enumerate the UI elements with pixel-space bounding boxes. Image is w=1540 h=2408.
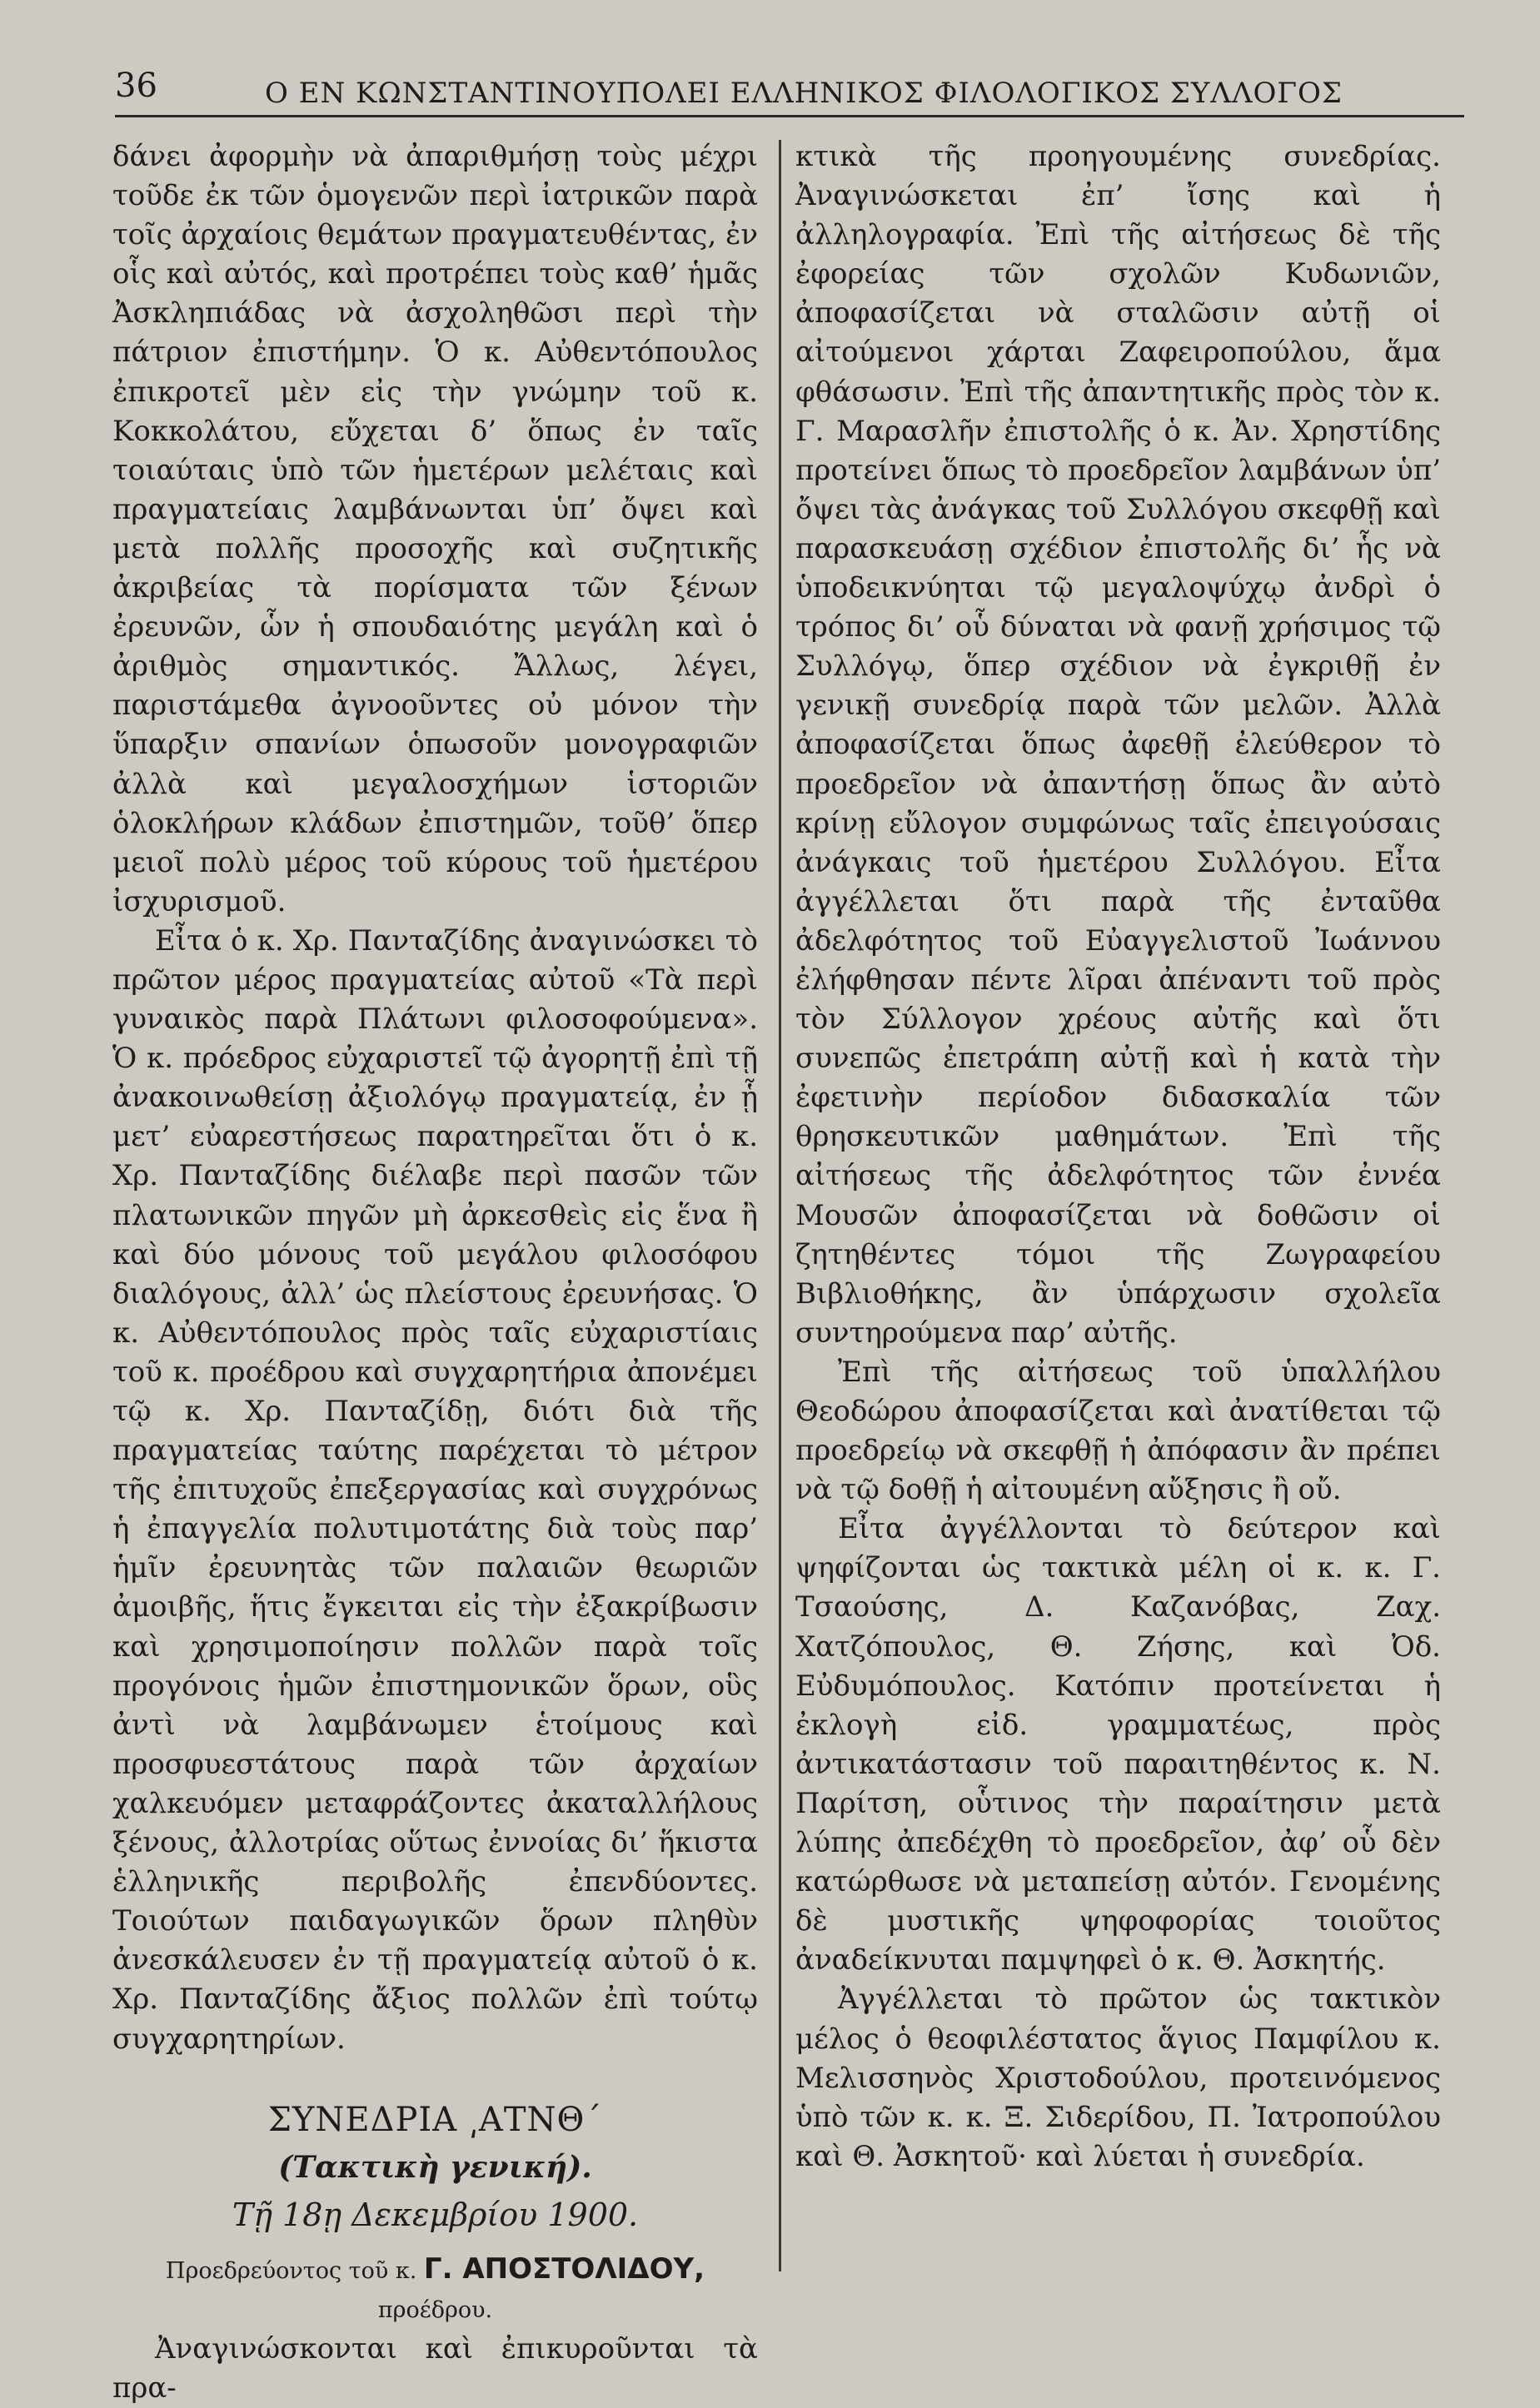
running-head: Ο ΕΝ ΚΩΝΣΤΑΝΤΙΝΟΥΠΟΛΕΙ ΕΛΛΗΝΙΚΟΣ ΦΙΛΟΛΟΓΙΚΟΣ ΣΥΛΛΟΓΟΣ [265,77,1343,110]
column-divider [779,140,781,2271]
page-header [115,60,1464,110]
session-heading: ΣΥΝΕΔΡΙΑ ͵ΑΤΝΘ΄ [267,2100,603,2139]
left-paragraph-3: Ἀναγινώσκονται καὶ ἐπικυροῦνται τὰ πρα- [112,2332,758,2406]
left-paragraph-2: Εἶτα ὁ κ. Χρ. Πανταζίδης ἀναγινώσκει τὸ πρῶτον μέρος πραγματείας αὐτοῦ «Τὰ περὶ γυναικὸς παρὰ Πλάτωνι φιλοσοφούμενα». Ὁ κ. πρόεδρος εὐχαριστεῖ τῷ ἀγορητῇ ἐπὶ τῇ ἀνακοινωθείσῃ ἀξιολόγῳ πραγματείᾳ, ἐν ᾗ μετ’ εὐαρεστήσεως παρατηρεῖται ὅτι ὁ κ. Χρ. Πανταζίδης διέλαβε περὶ πασῶν τῶν πλατωνικῶν πηγῶν μὴ ἀρκεσθεὶς εἰς ἕνα ἢ καὶ δύο μόνους τοῦ μεγάλου φιλοσόφου διαλόγους, ἀλλ’ ὡς πλείστους ἐρευνήσας. Ὁ κ. Αὐθεντόπουλος πρὸς ταῖς εὐχαριστίαις τοῦ κ. προέδρου καὶ συγχαρητήρια ἀπονέμει τῷ κ. Χρ. Πανταζίδῃ, διότι διὰ τῆς πραγματείας ταύτης παρέχεται τὸ μέτρον τῆς ἐπιτυχοῦς ἐπεξεργασίας καὶ συγχρόνως ἡ ἐπαγγελία πολυτιμοτάτης διὰ τοὺς παρ’ ἡμῖν ἐρευνητὰς τῶν παλαιῶν θεωριῶν ἀμοιβῆς, ἥτις ἔγκειται εἰς τὴν ἐξακρίβωσιν καὶ χρησιμοποίησιν πολλῶν παρὰ τοῖς προγόνοις ἡμῶν ἐπιστημονικῶν ὅρων, οὓς ἀντὶ νὰ λαμβάνωμεν ἑτοίμους καὶ προσφυεστάτους παρὰ τῶν ἀρχαίων χαλκευόμεν μεταφράζοντες ἀκαταλλήλους ξένους, ἀλλοτρίας οὕτως ἐννοίας δι’ ἥκιστα ἑλληνικῆς περιβολῆς ἐπενδύοντες. Τοιούτων παιδαγωγικῶν ὅρων πληθὺν ἀνεσκάλευσεν ἐν τῇ πραγματείᾳ αὐτοῦ ὁ κ. Χρ. Πανταζίδης ἄξιος πολλῶν ἐπὶ τούτῳ συγχαρητηρίων. [112,923,758,2056]
header-rule [115,115,1464,117]
session-type: (Τακτικὴ γενική). [278,2149,592,2185]
right-paragraph-2: Ἐπὶ τῆς αἰτήσεως τοῦ ὑπαλλήλου Θεοδώρου ἀποφασίζεται καὶ ἀνατίθεται τῷ προεδρείῳ νὰ σκεφθῇ ἡ ἀπόφασιν ἂν πρέπει νὰ τῷ δοθῇ ἡ αἰτουμένη αὔξησις ἢ οὔ. [795,1355,1441,1507]
right-paragraph-3: Εἶτα ἀγγέλλονται τὸ δεύτερον καὶ ψηφίζονται ὡς τακτικὰ μέλη οἱ κ. κ. Γ. Τσαούσης, Δ. Καζανόβας, Ζαχ. Χατζόπουλος, Θ. Ζήσης, καὶ Ὀδ. Εὐδυμόπουλος. Κατόπιν προτείνεται ἡ ἐκλογὴ εἰδ. γραμματέως, πρὸς ἀντικατάστασιν τοῦ παραιτηθέντος κ. Ν. Παρίτση, οὗτινος τὴν παραίτησιν μετὰ λύπης ἀπεδέχθη τὸ προεδρεῖον, ἀφ’ οὗ δὲν κατώρθωσε νὰ μεταπείσῃ αὐτόν. Γενομένης δὲ μυστικῆς ψηφοφορίας τοιοῦτος ἀναδείκνυται παμψηφεὶ ὁ κ. Θ. Ἀσκητής. [795,1512,1441,1978]
left-paragraph-1: δάνει ἀφορμὴν νὰ ἀπαριθμήσῃ τοὺς μέχρι τοῦδε ἐκ τῶν ὁμογενῶν περὶ ἰατρικῶν παρὰ τοῖς ἀρχαίοις θεμάτων πραγματευθέντας, ἐν οἷς καὶ αὐτός, καὶ προτρέπει τοὺς καθ’ ἡμᾶς Ἀσκληπιάδας νὰ ἀσχοληθῶσι περὶ τὴν πάτριον ἐπιστήμην. Ὁ κ. Αὐθεντόπουλος ἐπικροτεῖ μὲν εἰς τὴν γνώμην τοῦ κ. Κοκκολάτου, εὔχεται δ’ ὅπως ἐν ταῖς τοιαύταις ὑπὸ τῶν ἡμετέρων μελέταις καὶ πραγματείαις λαμβάνωνται ὑπ’ ὄψει καὶ μετὰ πολλῆς προσοχῆς καὶ συζητικῆς ἀκριβείας τὰ πορίσματα τῶν ξένων ἐρευνῶν, ὧν ἡ σπουδαιότης μεγάλη καὶ ὁ ἀριθμὸς σημαντικός. Ἄλλως, λέγει, παριστάμεθα ἀγνοοῦντες οὐ μόνον τὴν ὕπαρξιν σπανίων ὁπωσοῦν μονογραφιῶν ἀλλὰ καὶ μεγαλοσχήμων ἱστοριῶν ὁλοκλήρων κλάδων ἐπιστημῶν, τοῦθ’ ὅπερ μειοῖ πολὺ μέρος τοῦ κύρους τοῦ ἡμετέρου ἰσχυρισμοῦ. [112,140,758,918]
right-column [795,137,1441,2177]
presiding-prefix: Προεδρεύοντος τοῦ κ. [165,2257,417,2284]
right-paragraph-4: Ἀγγέλλεται τὸ πρῶτον ὡς τακτικὸν μέλος ὁ θεοφιλέστατος ἅγιος Παμφίλου κ. Μελισσηνὸς Χριστοδούλου, προτεινόμενος ὑπὸ τῶν κ. κ. Ξ. Σιδερίδου, Π. Ἰατροπούλου καὶ Θ. Ἀσκητοῦ· καὶ λύεται ἡ συνεδρία. [795,1983,1441,2173]
session-date: Τῇ 18ῃ Δεκεμβρίου 1900. [232,2196,639,2233]
presiding-name: Γ. ΑΠΟΣΤΟΛΙΔΟΥ, [423,2251,705,2286]
right-paragraph-1: κτικὰ τῆς προηγουμένης συνεδρίας. Ἀναγινώσκεται ἐπ’ ἴσης καὶ ἡ ἀλληλογραφία. Ἐπὶ τῆς αἰτήσεως δὲ τῆς ἐφορείας τῶν σχολῶν Κυδωνιῶν, ἀποφασίζεται νὰ σταλῶσιν αὐτῇ οἱ αἰτούμενοι χάρται Ζαφειροπούλου, ἅμα φθάσωσιν. Ἐπὶ τῆς ἀπαντητικῆς πρὸς τὸν κ. Γ. Μαρασλῆν ἐπιστολῆς ὁ κ. Ἀν. Χρηστίδης προτείνει ὅπως τὸ προεδρεῖον λαμβάνων ὑπ’ ὄψει τὰς ἀνάγκας τοῦ Συλλόγου σκεφθῇ καὶ παρασκευάσῃ σχέδιον ἐπιστολῆς δι’ ἧς νὰ ὑποδεικνύηται τῷ μεγαλοψύχῳ ἀνδρὶ ὁ τρόπος δι’ οὗ δύναται νὰ φανῇ χρήσιμος τῷ Συλλόγῳ, ὅπερ σχέδιον νὰ ἐγκριθῇ ἐν γενικῇ συνεδρίᾳ παρὰ τῶν μελῶν. Ἀλλὰ ἀποφασίζεται ὅπως ἀφεθῇ ἐλεύθερον τὸ προεδρεῖον νὰ ἀπαντήσῃ ὅπως ἂν αὐτὸ κρίνῃ εὔλογον συμφώνως ταῖς ἐπειγούσαις ἀνάγκαις τοῦ ἡμετέρου Συλλόγου. Εἶτα ἀγγέλλεται ὅτι παρὰ τῆς ἐνταῦθα ἀδελφότητος τοῦ Εὐαγγελιστοῦ Ἰωάννου ἐλήφθησαν πέντε λῖραι ἀπέναντι τοῦ πρὸς τὸν Σύλλογον χρέους αὐτῆς καὶ ὅτι συνεπῶς ἐπετράπη αὐτῇ καὶ ἡ κατὰ τὴν ἐφετινὴν περίοδον διδασκαλία τῶν θρησκευτικῶν μαθημάτων. Ἐπὶ τῆς αἰτήσεως τῆς ἀδελφότητος τῶν ἐννέα Μουσῶν ἀποφασίζεται νὰ δοθῶσιν οἱ ζητηθέντες τόμοι τῆς Ζωγραφείου Βιβλιοθήκης, ἂν ὑπάρχωσιν σχολεῖα συντηρούμενα παρ’ αὐτῆς. [795,140,1441,1350]
presiding-line [112,2250,758,2330]
left-column [112,137,758,2408]
presiding-suffix: προέδρου. [377,2296,493,2323]
page-number: 36 [115,67,157,105]
